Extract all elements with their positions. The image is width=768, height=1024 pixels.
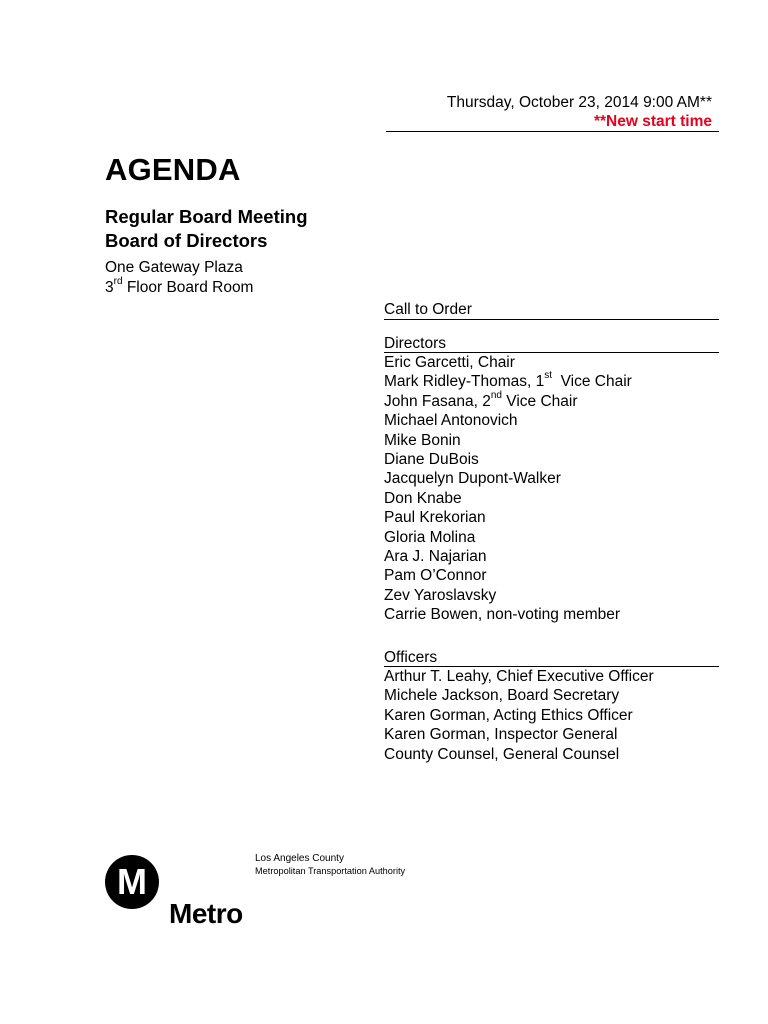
director-role: Vice Chair <box>501 392 578 410</box>
org-name-line-1: Los Angeles County <box>255 853 344 864</box>
meeting-title-line-2: Board of Directors <box>105 230 268 251</box>
floor-room: Floor Board Room <box>122 279 254 296</box>
director-item: Paul Krekorian <box>384 509 486 527</box>
director-role: Vice Chair <box>552 373 632 391</box>
call-to-order-rule <box>384 319 719 320</box>
director-item: Pam O’Connor <box>384 567 487 585</box>
director-item <box>384 372 719 391</box>
metro-wordmark: Metro <box>169 898 243 929</box>
location-line-2 <box>105 275 254 298</box>
page-title: AGENDA <box>105 152 241 187</box>
officer-item: Karen Gorman, Acting Ethics Officer <box>384 706 633 724</box>
ordinal-suffix: nd <box>490 389 502 401</box>
director-item <box>384 389 719 411</box>
ordinal-suffix: st <box>544 370 552 382</box>
director-item: Don Knabe <box>384 489 462 507</box>
metro-logo <box>105 850 435 930</box>
officer-item: Karen Gorman, Inspector General <box>384 726 618 744</box>
meeting-location <box>105 258 253 298</box>
directors-heading: Directors <box>384 335 447 352</box>
director-name: Mark Ridley-Thomas, 1 <box>384 373 545 391</box>
meeting-title <box>105 205 308 253</box>
header-rule <box>386 131 719 132</box>
director-item: Jacquelyn Dupont-Walker <box>384 470 561 488</box>
floor-ordinal: rd <box>113 275 123 287</box>
officer-item: Arthur T. Leahy, Chief Executive Officer <box>384 668 654 685</box>
floor-number: 3 <box>105 279 114 296</box>
new-start-time-notice: **New start time <box>593 113 712 130</box>
director-item: Gloria Molina <box>384 528 476 546</box>
meeting-date-time: Thursday, October 23, 2014 9:00 AM** <box>446 94 712 111</box>
director-item: Ara J. Najarian <box>384 548 487 566</box>
officer-item: Michele Jackson, Board Secretary <box>384 687 620 705</box>
officer-item: County Counsel, General Counsel <box>384 745 620 763</box>
director-item: Mike Bonin <box>384 431 461 449</box>
director-item: Carrie Bowen, non-voting member <box>384 606 621 624</box>
director-item: Zev Yaroslavsky <box>384 586 497 604</box>
call-to-order-heading: Call to Order <box>384 301 472 318</box>
directors-list <box>384 353 719 625</box>
director-item: Diane DuBois <box>384 451 479 469</box>
meeting-title-line-1: Regular Board Meeting <box>105 206 308 227</box>
location-line-1: One Gateway Plaza <box>105 259 243 276</box>
officers-list <box>384 667 719 764</box>
metro-m-letter: M <box>117 861 147 902</box>
director-name: John Fasana, 2 <box>384 392 491 410</box>
director-item: Eric Garcetti, Chair <box>384 354 515 371</box>
director-item: Michael Antonovich <box>384 412 518 430</box>
officers-heading: Officers <box>384 649 438 666</box>
org-name-line-2: Metropolitan Transportation Authority <box>255 866 406 876</box>
